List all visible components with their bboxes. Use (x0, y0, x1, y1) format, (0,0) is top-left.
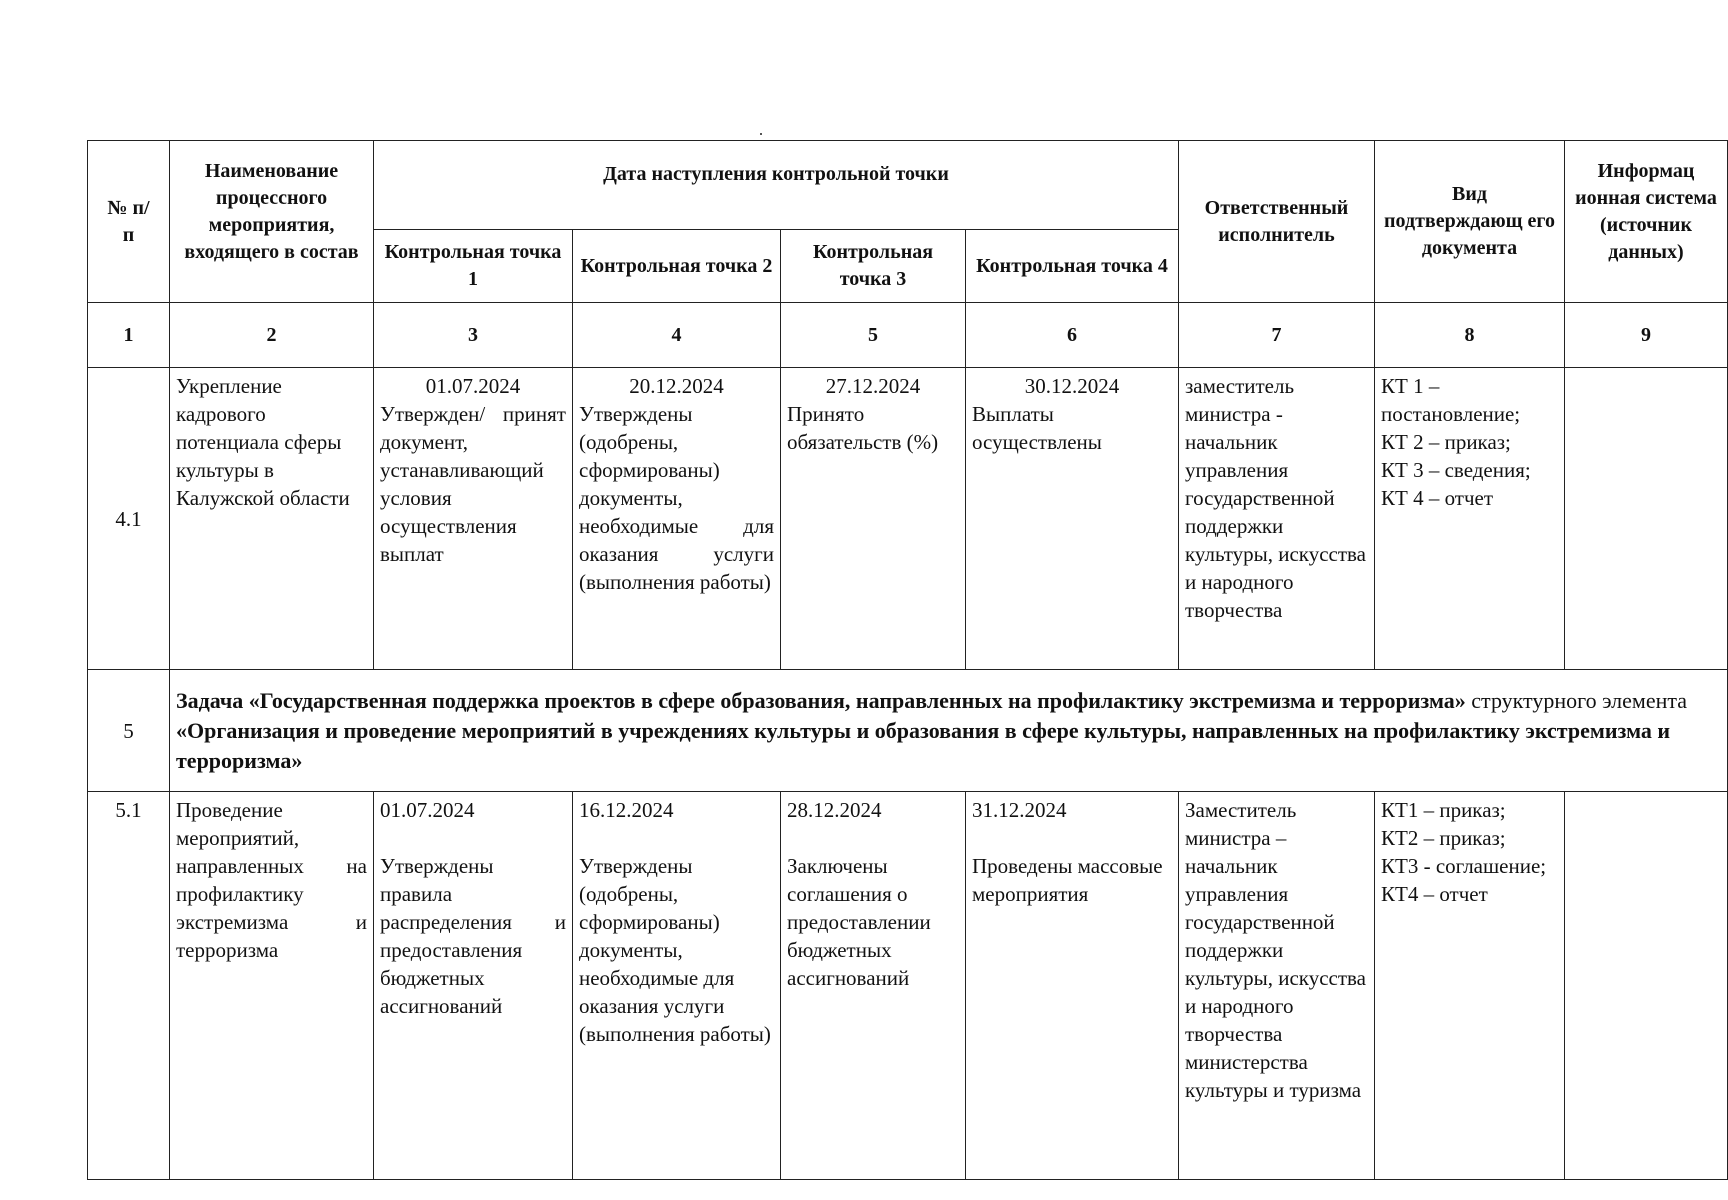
task-description (170, 670, 1728, 792)
header-kt3: Контрольная точка 3 (781, 230, 966, 303)
header-info-system: Информац ионная система (источник данных) (1565, 141, 1728, 303)
table-row-5-1 (88, 792, 1728, 1180)
kt3-text: Заключены соглашения о предоставлении бюджетных ассигнований (787, 854, 931, 990)
kt4-text: Выплаты осуществлены (972, 402, 1102, 454)
column-number: 4 (573, 303, 781, 368)
kt1-date: 01.07.2024 (380, 798, 475, 822)
row-number: 5 (88, 670, 170, 792)
header-kt2: Контрольная точка 2 (573, 230, 781, 303)
row-doc-type (1375, 792, 1565, 1180)
column-number: 9 (1565, 303, 1728, 368)
kt2-date: 20.12.2024 (629, 374, 724, 398)
column-numbers-row (88, 303, 1728, 368)
header-name: Наименование процессного мероприятия, входящего в состав (170, 141, 374, 303)
column-number: 5 (781, 303, 966, 368)
row-kt4 (966, 368, 1179, 670)
row-number: 4.1 (88, 368, 170, 670)
column-number: 8 (1375, 303, 1565, 368)
column-number: 1 (88, 303, 170, 368)
row-info-system (1565, 368, 1728, 670)
doc-line: КТ2 – приказ; (1381, 826, 1506, 850)
row-kt1 (374, 792, 573, 1180)
header-num: № п/п (88, 141, 170, 303)
row-kt4 (966, 792, 1179, 1180)
doc-line: КТ 1 – постановление; (1381, 374, 1521, 426)
header-row (88, 141, 1728, 230)
row-kt3 (781, 368, 966, 670)
row-kt3 (781, 792, 966, 1180)
column-number: 7 (1179, 303, 1375, 368)
row-name: Проведение мероприятий, направленных на профилактику экстремизма и терроризма (170, 792, 374, 1180)
kt3-text: Принято обязательств (%) (787, 402, 939, 454)
task-element: «Организация и проведение мероприятий в учреждениях культуры и образования в сфере культуры, направленных на профилактику экстремизма и терроризма» (176, 717, 1671, 773)
kt1-date: 01.07.2024 (425, 374, 521, 398)
row-number: 5.1 (88, 792, 170, 1180)
doc-line: КТ3 - соглашение; (1381, 854, 1547, 878)
doc-line: КТ4 – отчет (1381, 882, 1488, 906)
row-responsible: заместитель министра - начальник управления государственной поддержки культуры, искусства и народного творчества (1179, 368, 1375, 670)
task-title: Задача «Государственная поддержка проектов в сфере образования, направленных на профилактику экстремизма и терроризма» (176, 687, 1466, 713)
kt4-date: 30.12.2024 (1024, 374, 1120, 398)
task-connector: структурного элемента (1465, 687, 1688, 713)
doc-line: КТ 3 – сведения; (1381, 458, 1531, 482)
kt4-text: Проведены массовые мероприятия (972, 854, 1163, 906)
row-doc-type (1375, 368, 1565, 670)
header-date-group: Дата наступления контрольной точки (374, 141, 1179, 230)
header-kt4: Контрольная точка 4 (966, 230, 1179, 303)
table-row-4-1 (88, 368, 1728, 670)
kt3-date: 28.12.2024 (787, 798, 882, 822)
row-kt2 (573, 368, 781, 670)
speck (760, 133, 762, 135)
kt2-date: 16.12.2024 (579, 798, 674, 822)
row-name: Укрепление кадрового потенциала сферы культуры в Калужской области (170, 368, 374, 670)
header-doc-type: Вид подтверждающ его документа (1375, 141, 1565, 303)
kt3-date: 27.12.2024 (825, 374, 921, 398)
doc-line: КТ 2 – приказ; (1381, 430, 1511, 454)
table-viewport (87, 140, 1717, 1180)
row-responsible: Заместитель министра – начальник управления государственной поддержки культуры, искусства и народного творчества министерства культуры и туризма (1179, 792, 1375, 1180)
kt2-text: Утверждены (одобрены, сформированы) документы, необходимые для оказания услуги (выполнения работы) (579, 402, 774, 594)
row-kt1 (374, 368, 573, 670)
kt4-date: 31.12.2024 (972, 798, 1067, 822)
doc-line: КТ1 – приказ; (1381, 798, 1506, 822)
kt1-text: Утвержден/ принят документ, устанавливающий условия осуществления выплат (380, 402, 566, 566)
doc-line: КТ 4 – отчет (1381, 486, 1494, 510)
kt2-text: Утверждены (одобрены, сформированы) документы, необходимые для оказания услуги (выполнения работы) (579, 854, 771, 1046)
column-number: 2 (170, 303, 374, 368)
header-responsible: Ответственный исполнитель (1179, 141, 1375, 303)
column-number: 6 (966, 303, 1179, 368)
table-row-5-task (88, 670, 1728, 792)
control-points-table (87, 140, 1728, 1180)
row-info-system (1565, 792, 1728, 1180)
kt1-text: Утверждены правила распределения и предоставления бюджетных ассигнований (380, 854, 566, 1018)
row-kt2 (573, 792, 781, 1180)
header-kt1: Контрольная точка 1 (374, 230, 573, 303)
column-number: 3 (374, 303, 573, 368)
